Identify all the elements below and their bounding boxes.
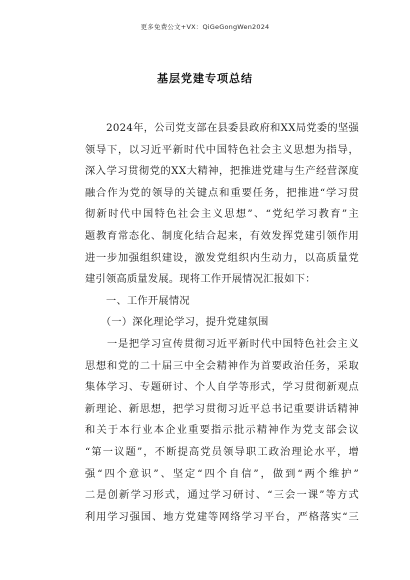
text-line: 融合作为党的领导的关键点和重要任务，把推进“学习贯 <box>85 187 359 199</box>
text-line: 领导下，以习近平新时代中国特色社会主义思想为指导， <box>85 144 359 156</box>
text-line: 新理论、新思想，把学习贯彻习近平总书记重要讲话精神 <box>85 403 359 415</box>
text-line: 深入学习贯彻党的XX大精神，把推进党建与生产经营深度 <box>85 166 359 178</box>
page-header-text: 更多免费公文+VX：QiGeGongWen2024 <box>140 23 270 31</box>
text-line: 集体学习、专题研讨、个人自学等形式，学习贯彻新观点 <box>85 382 359 394</box>
text-line: 彻新时代中国特色社会主义思想”、“党纪学习教育”主 <box>85 209 359 221</box>
section-heading: 一、工作开展情况 <box>85 295 190 307</box>
text-line: 利用学习强国、地方党建等网络学习平台，严格落实“三 <box>85 511 359 523</box>
text-line: 二是创新学习形式，通过学习研讨、“三会一课”等方式 <box>85 490 359 502</box>
text-line: 思想和党的二十届三中全会精神作为首要政治任务，采取 <box>85 360 359 372</box>
text-line: 进一步加强组织建设，激发党组织内生动力，以高质量党 <box>85 252 359 264</box>
text-line: 2024年，公司党支部在县委县政府和XX局党委的坚强 <box>85 123 359 134</box>
text-line: “第一议题”，不断提高党员领导职工政治理论水平，增 <box>85 446 359 458</box>
document-title: 基层党建专项总结 <box>157 72 253 85</box>
text-line: 一是把学习宣传贯彻习近平新时代中国特色社会主义 <box>85 338 359 350</box>
text-line: 建引领高质量发展。现将工作开展情况汇报如下： <box>85 274 316 286</box>
text-line: 和关于本行业本企业重要指示批示精神作为党支部会议 <box>85 425 359 437</box>
text-line: 强“四个意识”、坚定“四个自信”，做到“两个维护” <box>85 468 359 480</box>
text-line: 题教育常态化、制度化结合起来，有效发挥党建引领作用 <box>85 230 359 242</box>
document-body <box>85 118 359 528</box>
subsection-heading: （一）深化理论学习，提升党建氛围 <box>85 317 269 329</box>
